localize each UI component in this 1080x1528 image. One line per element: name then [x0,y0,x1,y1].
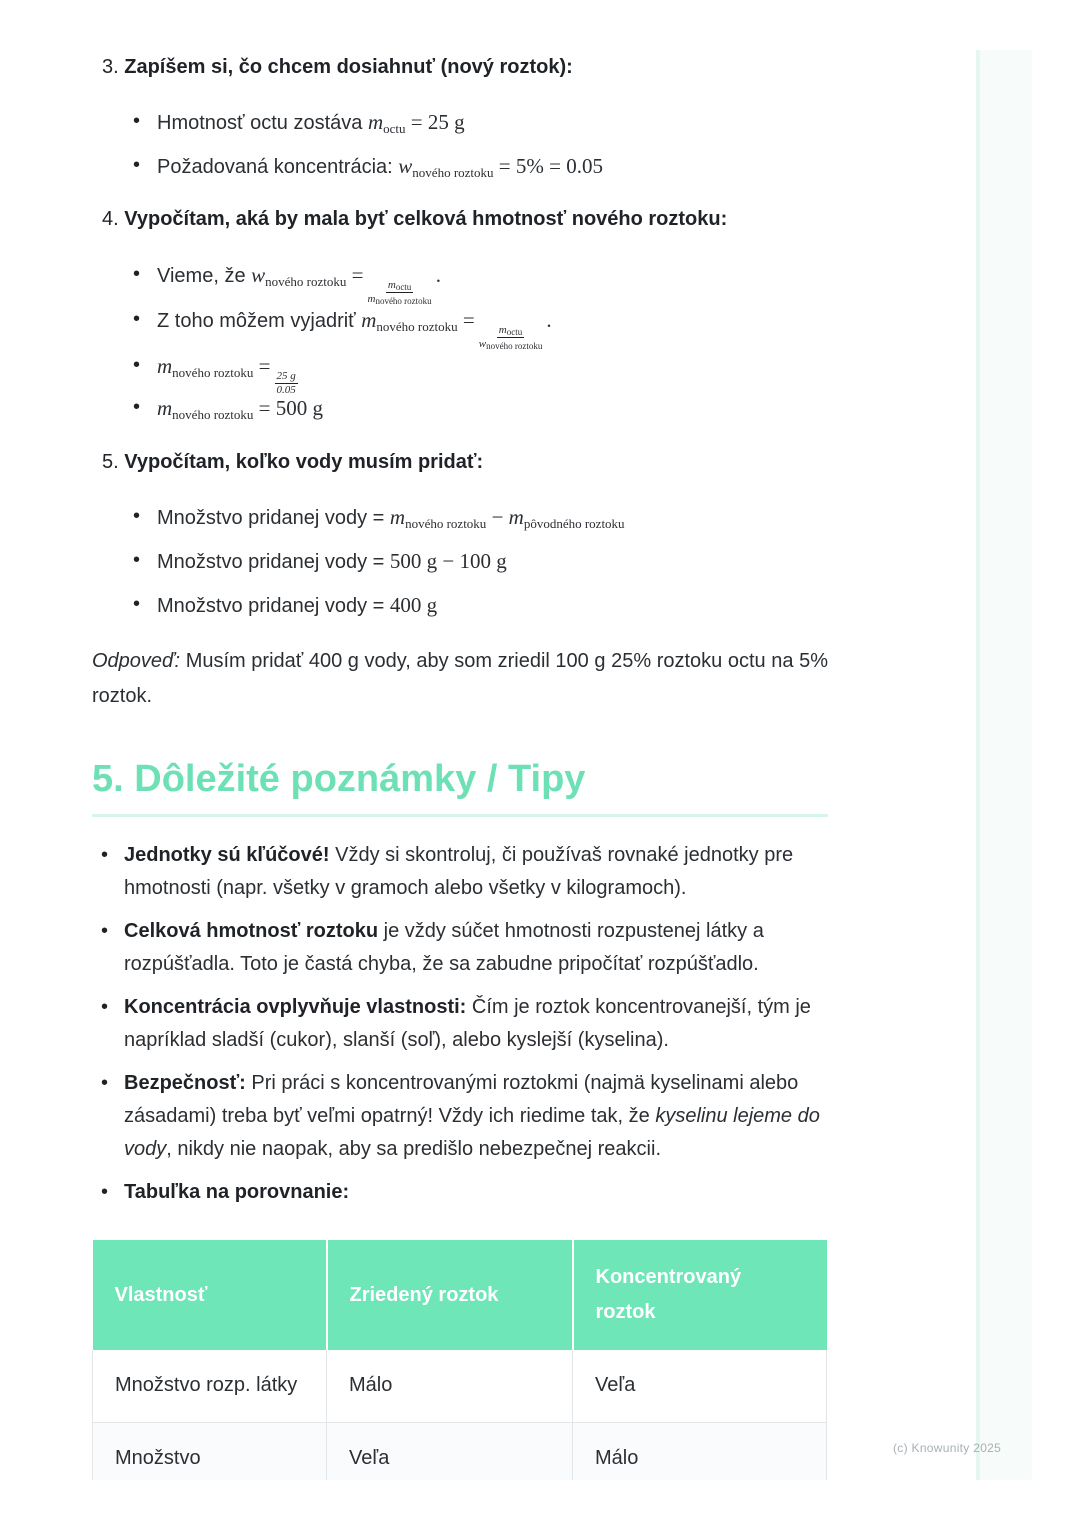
tip-text: Vždy si skontroluj, či používaš rovnaké jednotky pre hmotnosti (napr. všetky v gramoch alebo všetky v kilogramoch). [124,844,794,899]
section-divider [92,814,828,817]
math-period: . [435,263,441,287]
step-5-number: 5. [102,451,119,473]
math-minus: − [491,505,504,529]
bullet-text: • Hmotnosť octu zostáva [157,112,363,134]
math-subscript: nového roztoku [265,274,347,289]
math-value: = 500 g [258,396,323,420]
table-cell: Málo [573,1422,827,1480]
math-equals: = [462,308,475,332]
step-4-bullet-2 [133,308,552,351]
tip-text: Čím je roztok koncentrovanejší, tým je napríklad sladší (cukor), slanší (soľ), alebo kyslejší (kyselina). [124,996,811,1051]
comparison-table [92,1240,827,1480]
answer-text: Musím pridať 400 g vody, aby som zriedil 100 g 25% roztoku octu na 5% roztok. [92,650,829,707]
math-var: m [389,505,406,529]
math-value: 400 g [389,593,438,617]
frac-den-var: m [367,293,376,305]
table-cell: Málo [327,1350,573,1422]
table-header-cell: Vlastnosť [93,1240,327,1350]
math-var: w [398,154,413,178]
tip-italic: kyselinu lejeme do vody [124,1105,820,1160]
table-cell: Množstvo rozp. látky [93,1350,327,1422]
step-5-heading [102,451,483,474]
math-equals: = [258,354,271,378]
math-var: m [361,308,377,332]
tip-bold: Bezpečnosť: [124,1072,246,1094]
math-value: 500 g − 100 g [389,549,507,573]
fraction [275,370,298,397]
answer-paragraph [92,644,828,714]
watermark: (c) Knowunity 2025 [893,1441,1002,1455]
math-subscript: octu [383,121,406,136]
frac-den-sub: nového roztoku [375,296,432,306]
tip-text: Pri práci s koncentrovanými roztokmi (najmä kyselinami alebo zásadami) treba byť veľmi opatrný! Vždy ich riedime tak, že [124,1072,799,1127]
math-var: m [157,396,173,420]
frac-den-var: w [478,338,487,350]
step-5-title: Vypočítam, koľko vody musím pridať: [124,451,484,473]
math-var: m [508,505,524,529]
tip-item [101,839,829,905]
step-5-bullet-3 [133,593,437,618]
table-row [93,1350,827,1422]
bullet-text: • Množstvo pridanej vody = [157,551,385,573]
math-subscript: pôvodného roztoku [523,516,625,531]
margin-panel [980,50,1032,1480]
step-4-bullet-3 [133,354,302,396]
math-equals: = [351,263,364,287]
frac-num-sub: octu [506,327,523,337]
math-subscript: nového roztoku [405,516,487,531]
math-var: m [367,110,384,134]
math-var: m [157,354,173,378]
bullet-text: • Množstvo pridanej vody = [157,507,385,529]
tip-item [101,1176,829,1209]
step-4-title: Vypočítam, aká by mala byť celková hmotnosť nového roztoku: [124,208,728,230]
bullet-text: • Z toho môžem vyjadriť [157,310,356,332]
step-5-bullet-2 [133,549,507,574]
step-3-bullet-1 [133,110,465,135]
step-3-bullet-2 [133,154,603,179]
math-subscript: nového roztoku [172,407,254,422]
step-3-title: Zapíšem si, čo chcem dosiahnuť (nový roztok): [124,56,573,78]
answer-label: Odpoveď: [92,650,181,672]
frac-numerator: 25 g [276,370,296,382]
math-period: . [546,308,552,332]
bullet-text: • Vieme, že [157,265,246,287]
tip-item [101,991,829,1057]
step-4-bullet-1 [133,263,441,306]
math-subscript: nového roztoku [376,319,458,334]
step-5-bullet-1 [133,505,625,530]
table-row [93,1422,827,1480]
tip-text: , nikdy nie naopak, aby sa predišlo nebezpečnej reakcii. [166,1138,661,1160]
math-value: = 5% = 0.05 [498,154,603,178]
fraction [479,324,543,351]
table-header-cell: Koncentrovaný roztok [573,1240,827,1350]
tip-item [101,915,829,981]
math-value: = 25 g [410,110,465,134]
frac-num-sub: octu [395,282,412,292]
bullet-text: • Množstvo pridanej vody = [157,595,385,617]
step-3-heading [102,56,573,79]
table-header-cell: Zriedený roztok [327,1240,573,1350]
table-cell: Veľa [327,1422,573,1480]
frac-num-var: m [387,279,396,291]
tip-bold: Tabuľka na porovnanie: [124,1181,350,1203]
step-3-number: 3. [102,56,119,78]
tip-bold: Koncentrácia ovplyvňuje vlastnosti: [124,996,467,1018]
math-subscript: nového roztoku [412,165,494,180]
tip-text: je vždy súčet hmotnosti rozpustenej látky a rozpúšťadla. Toto je častá chyba, že sa zabudne pripočítať rozpúšťadlo. [124,920,764,975]
step-4-heading [102,208,727,231]
step-4-number: 4. [102,208,119,230]
step-4-bullet-4 [133,396,323,421]
frac-den-sub: nového roztoku [486,341,543,351]
tip-item [101,1067,829,1166]
bullet-text: • Požadovaná koncentrácia: [157,156,393,178]
tip-bold: Celková hmotnosť roztoku [124,920,379,942]
frac-num-var: m [498,324,507,336]
frac-denominator: 0.05 [276,384,296,396]
math-var: w [251,263,266,287]
table-cell: Veľa [573,1350,827,1422]
fraction [367,279,431,306]
section-title: 5. Dôležité poznámky / Tipy [92,758,586,800]
table-cell: Množstvo [93,1422,327,1480]
math-subscript: nového roztoku [172,365,254,380]
tip-bold: Jednotky sú kľúčové! [124,844,330,866]
